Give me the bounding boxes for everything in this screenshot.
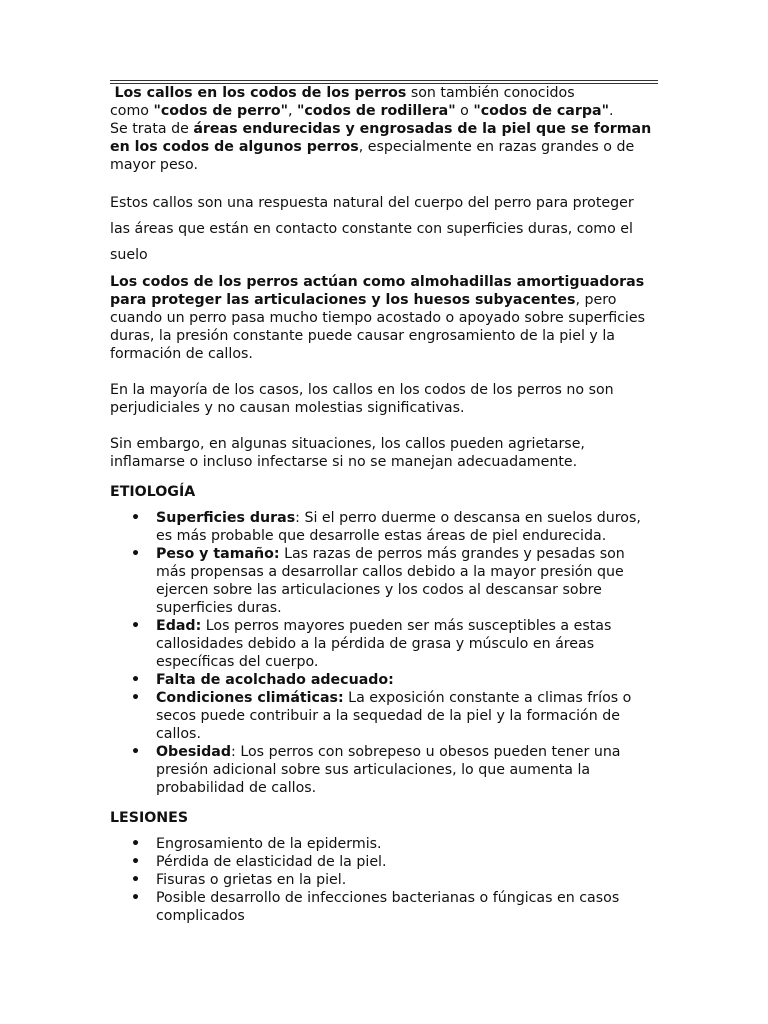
intro-period: . [609,103,614,119]
list-item [156,689,658,743]
item-text: : Los perros con sobrepeso u obesos pueden tener una presión adicional sobre sus articulaciones, lo que aumenta la probabilidad de callos. [156,744,621,796]
definition-start: Se trata de [110,121,194,137]
list-item: • Pérdida de elasticidad de la piel. [156,853,658,871]
list-item: • Fisuras o grietas en la piel. [156,871,658,889]
item-bold: Edad: [156,618,202,634]
para3-rest: , pero cuando un perro pasa mucho tiempo acostado o apoyado sobre superficies duras, la presión constante puede causar engrosamiento de la piel y la formación de callos. [110,292,645,362]
paragraph-3 [110,273,658,363]
para3-bold: Los codos de los perros actúan como almohadillas amortiguadoras para proteger las articulaciones y los huesos subyacentes [110,274,645,308]
item-bold: Condiciones climáticas: [156,690,344,706]
intro-paragraph [110,84,658,174]
intro-o: o [455,103,474,119]
list-item [156,617,658,671]
etiologia-heading: ETIOLOGÍA [110,484,196,500]
paragraph-4: En la mayoría de los casos, los callos en los codos de los perros no son perjudiciales y no causan molestias significativas. [110,382,614,416]
intro-comma: , [287,103,297,119]
paragraph-2 [110,190,658,268]
list-item: • Engrosamiento de la epidermis. [156,835,658,853]
item-bold: Obesidad [156,744,232,760]
document-page [110,80,658,925]
item-text: Los perros mayores pueden ser más susceptibles a estas callosidades debido a la pérdida de grasa y músculo en áreas específicas del cuerpo. [156,618,612,670]
para2-line2: las áreas que están en contacto constante con superficies duras, como el [110,221,633,237]
item-bold: Peso y tamaño: [156,546,280,562]
item-text: La exposición constante a climas fríos o secos puede contribuir a la sequedad de la piel y la formación de callos. [156,690,632,742]
paragraph-5: Sin embargo, en algunas situaciones, los callos pueden agrietarse, inflamarse o incluso infectarse si no se manejan adecuadamente. [110,436,585,470]
list-item [156,743,658,797]
para2-line1: Estos callos son una respuesta natural del cuerpo del perro para proteger [110,195,634,211]
etiologia-list [110,509,658,797]
lesiones-list [110,835,658,925]
list-item: • Posible desarrollo de infecciones bacterianas o fúngicas en casos complicados [156,889,658,925]
list-item [156,545,658,617]
intro-title: Los callos en los codos de los perros [114,85,407,101]
item-text: : Si el perro duerme o descansa en suelos duros, es más probable que desarrolle estas áreas de piel endurecida. [156,510,641,544]
item-text: Las razas de perros más grandes y pesadas son más propensas a desarrollar callos debido a la mayor presión que ejercen sobre las articulaciones y los codos al descansar sobre superficies duras. [156,546,625,616]
definition-bold: áreas endurecidas y engrosadas de la piel que se forman en los codos de algunos perros [110,121,652,155]
intro-como: como [110,103,154,119]
definition-end: , especialmente en razas grandes o de mayor peso. [110,139,635,173]
alias-3: "codos de carpa" [473,103,609,119]
alias-1: "codos de perro" [153,103,288,119]
list-item [156,509,658,545]
lesiones-heading: LESIONES [110,810,189,826]
item-bold: Superficies duras [156,510,296,526]
intro-title-rest: son también conocidos [406,85,575,101]
list-item [156,671,658,689]
alias-2: "codos de rodillera" [297,103,456,119]
para2-line3: suelo [110,247,148,263]
item-bold: Falta de acolchado adecuado: [156,672,394,688]
